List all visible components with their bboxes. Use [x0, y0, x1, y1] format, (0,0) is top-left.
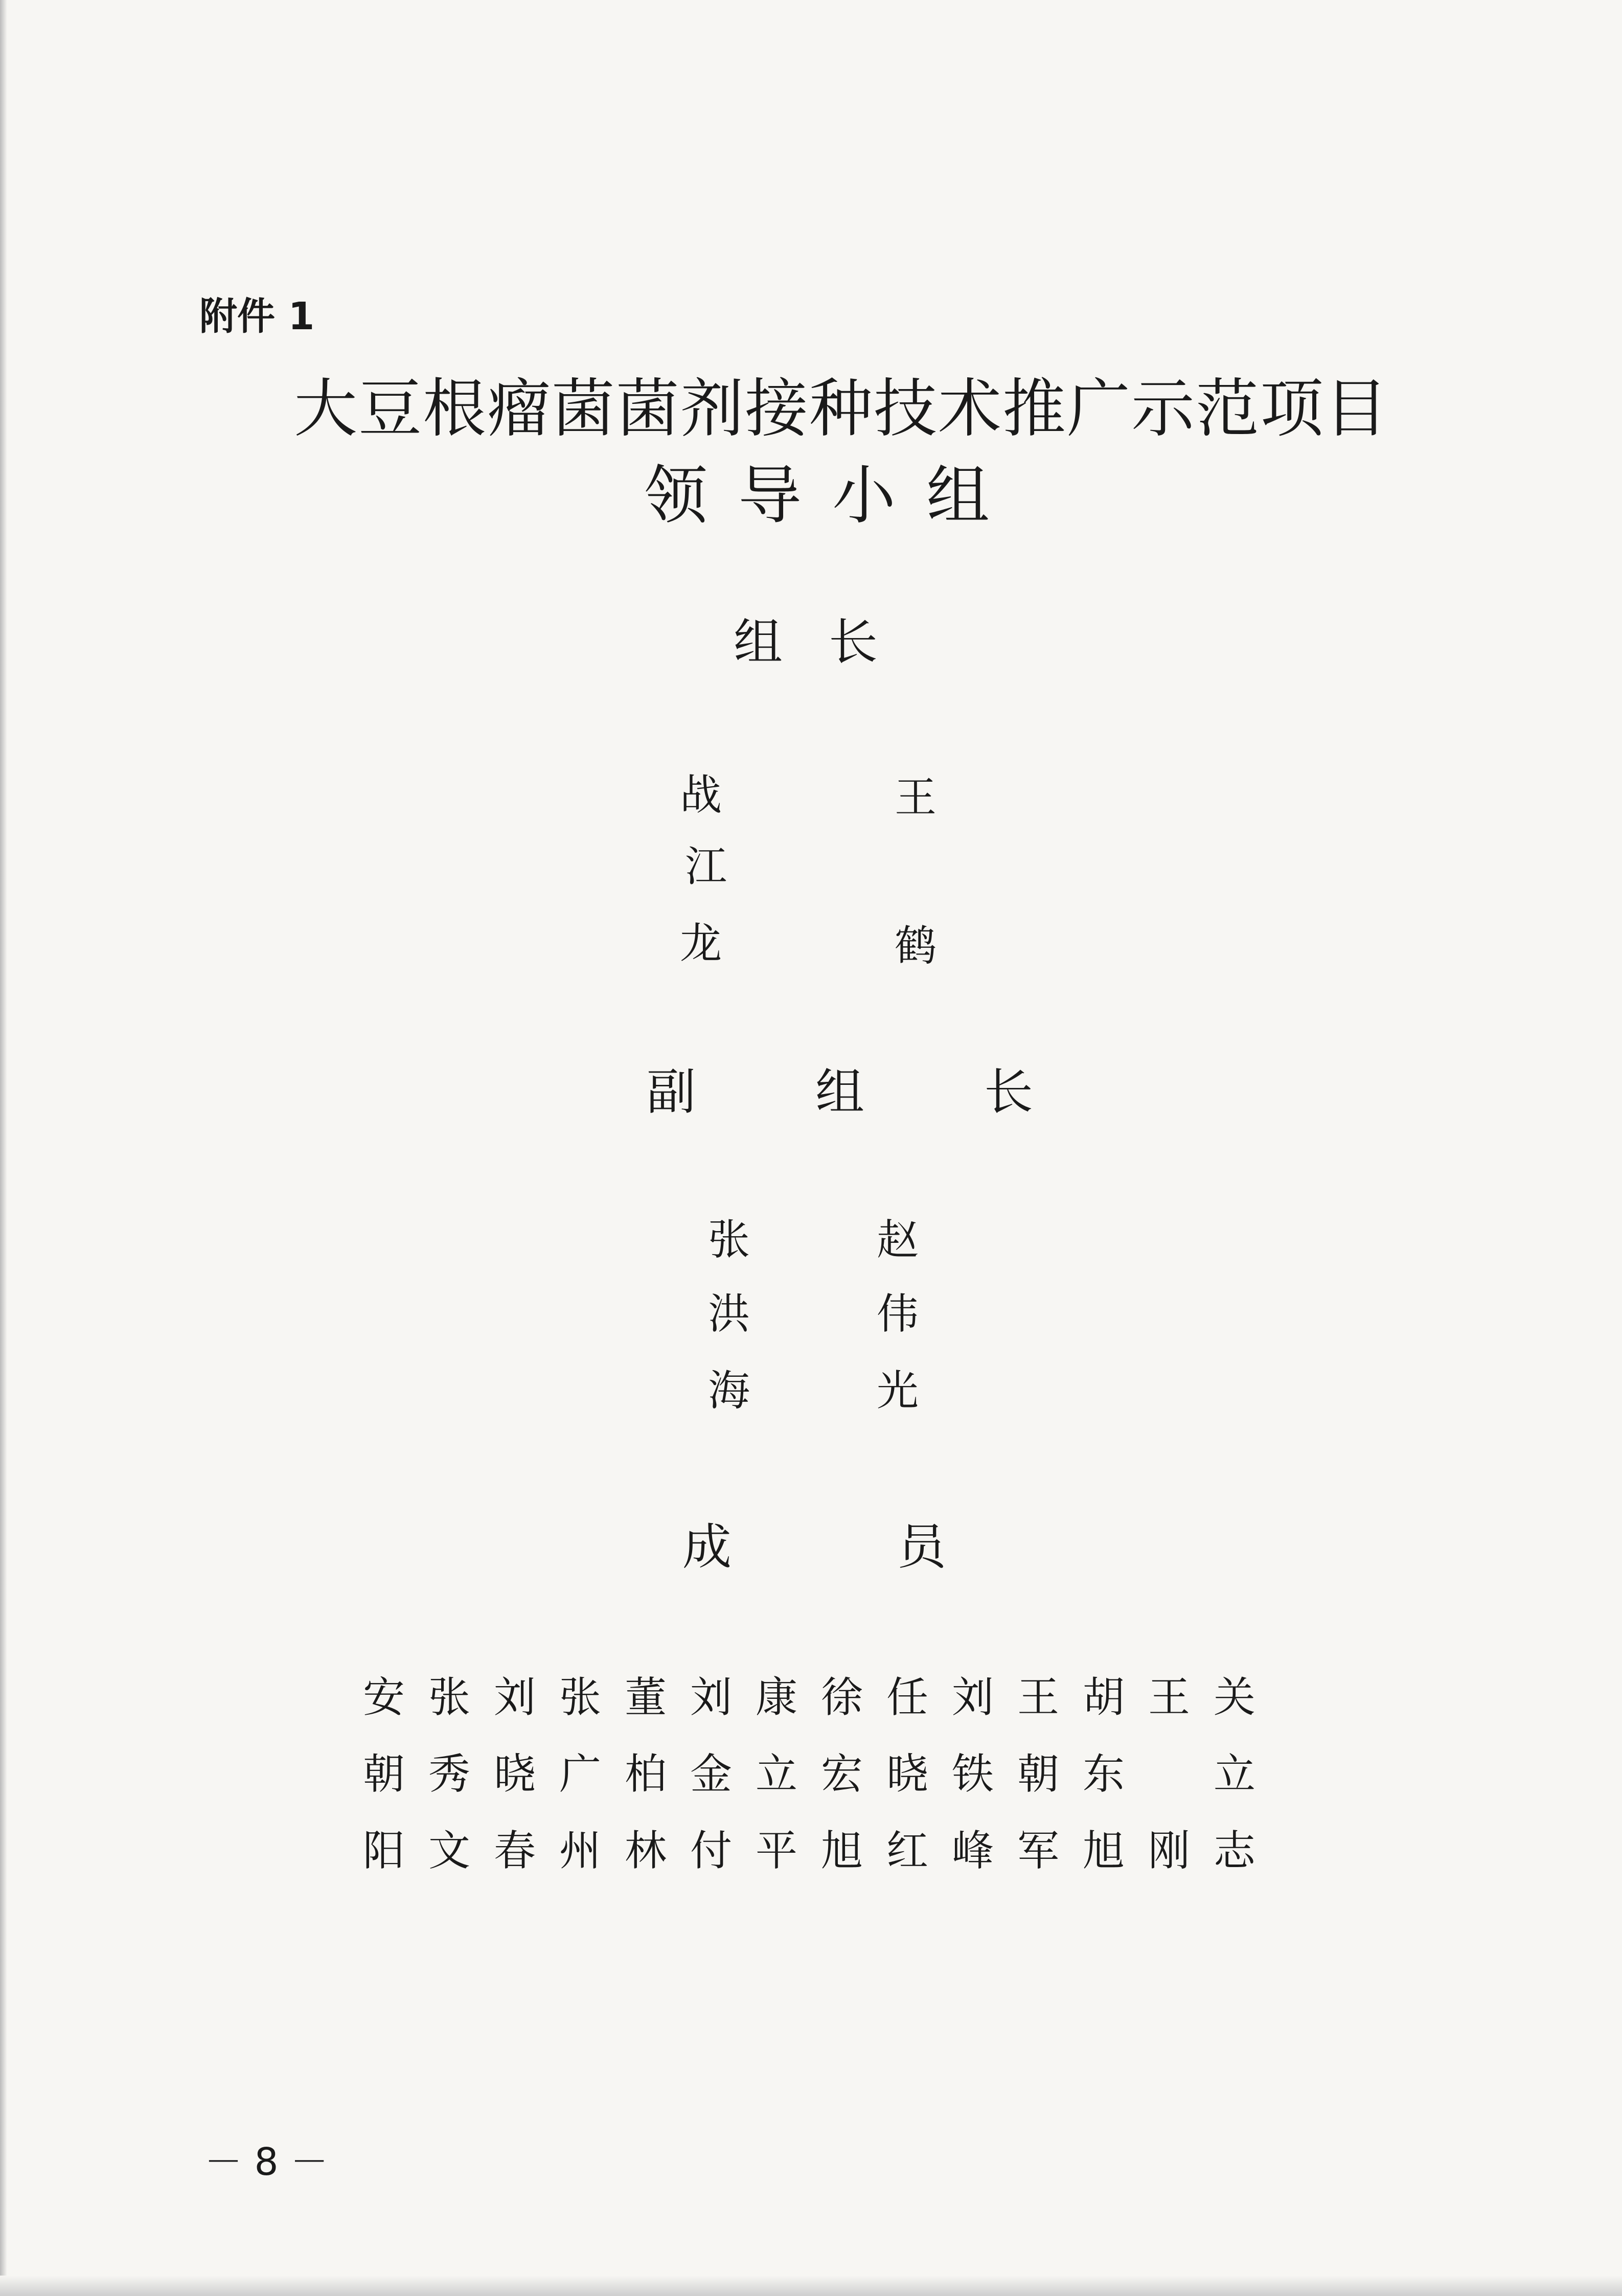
member-name-char: 文	[428, 1827, 471, 1875]
member-name-char: 红	[886, 1827, 929, 1875]
member-name-char: 王	[1017, 1673, 1060, 1722]
section-heading-deputy	[647, 1053, 1153, 1123]
member-name-char: 军	[1017, 1827, 1060, 1875]
section-heading-char: 副	[647, 1063, 696, 1121]
member-name-char: 刘	[690, 1673, 733, 1722]
member-name-char: 金	[690, 1750, 733, 1799]
member-grid-row	[363, 1817, 1279, 1894]
member-name-char: 晓	[494, 1750, 536, 1799]
member-name-char: 志	[1214, 1827, 1256, 1875]
section-heading-members	[682, 1508, 1112, 1578]
member-name-char: 平	[756, 1827, 798, 1875]
member-name-char: 刘	[952, 1673, 994, 1722]
deputy-name-char: 光	[877, 1367, 919, 1415]
member-name-char: 立	[1214, 1750, 1256, 1799]
member-name-char: 旭	[1083, 1827, 1125, 1875]
member-name-char: 张	[559, 1673, 602, 1722]
section-heading-leader: 组长	[734, 613, 924, 671]
scan-edge-left	[0, 0, 7, 2296]
leader-name-char: 战	[680, 771, 722, 820]
member-grid-row	[363, 1664, 1279, 1741]
member-grid-row	[363, 1741, 1279, 1817]
leader-name-char: 江	[685, 843, 727, 891]
member-name-char: 付	[690, 1827, 733, 1875]
member-name-char: 峰	[952, 1827, 994, 1875]
leader-name-char: 龙	[680, 919, 722, 968]
member-name-char: 晓	[886, 1750, 929, 1799]
member-name-char: 秀	[428, 1750, 471, 1799]
member-name-char: 宏	[821, 1750, 863, 1799]
member-name-char: 徐	[821, 1673, 863, 1722]
member-name-char: 柏	[625, 1750, 667, 1799]
leader-name-char: 王	[895, 774, 937, 822]
attachment-label: 附件 1	[199, 294, 315, 338]
member-name-char: 东	[1083, 1750, 1125, 1799]
member-name-char: 广	[559, 1750, 602, 1799]
section-heading-char: 员	[897, 1518, 946, 1576]
member-name-char: 关	[1214, 1673, 1256, 1722]
member-name-char: 铁	[952, 1750, 994, 1799]
member-name-char: 旭	[821, 1827, 863, 1875]
member-name-char: 林	[625, 1827, 667, 1875]
member-name-char: 安	[363, 1673, 405, 1722]
member-name-char: 春	[494, 1827, 536, 1875]
deputy-name-char: 张	[708, 1216, 750, 1264]
deputy-name-char: 赵	[877, 1216, 919, 1264]
leader-name-char: 鹤	[895, 922, 937, 970]
section-heading-char: 长	[984, 1063, 1033, 1121]
member-name-char: 王	[1148, 1673, 1191, 1722]
member-name-char: 阳	[363, 1827, 405, 1875]
member-name-char: 刚	[1148, 1827, 1191, 1875]
document-title: 大豆根瘤菌菌剂接种技术推广示范项目	[294, 372, 1389, 446]
document-subtitle: 领导小组	[644, 459, 1021, 533]
member-name-char: 立	[756, 1750, 798, 1799]
deputy-name-char: 海	[708, 1367, 750, 1415]
member-name-char: 张	[428, 1673, 471, 1722]
member-name-char: 刘	[494, 1673, 536, 1722]
member-name-char: 董	[625, 1673, 667, 1722]
member-name-char: 朝	[1017, 1750, 1060, 1799]
section-heading-char: 组	[815, 1063, 864, 1121]
member-name-grid	[363, 1664, 1279, 1894]
member-name-char	[1148, 1741, 1214, 1817]
deputy-name-char: 伟	[877, 1290, 919, 1338]
scan-edge-bottom	[0, 2276, 1622, 2296]
member-name-char: 任	[886, 1673, 929, 1722]
page-number: － 8 －	[204, 2140, 329, 2184]
member-name-char: 朝	[363, 1750, 405, 1799]
member-name-char: 胡	[1083, 1673, 1125, 1722]
member-name-char: 州	[559, 1827, 602, 1875]
member-name-char: 康	[756, 1673, 798, 1722]
section-heading-char: 成	[682, 1518, 732, 1576]
deputy-name-char: 洪	[708, 1290, 750, 1338]
